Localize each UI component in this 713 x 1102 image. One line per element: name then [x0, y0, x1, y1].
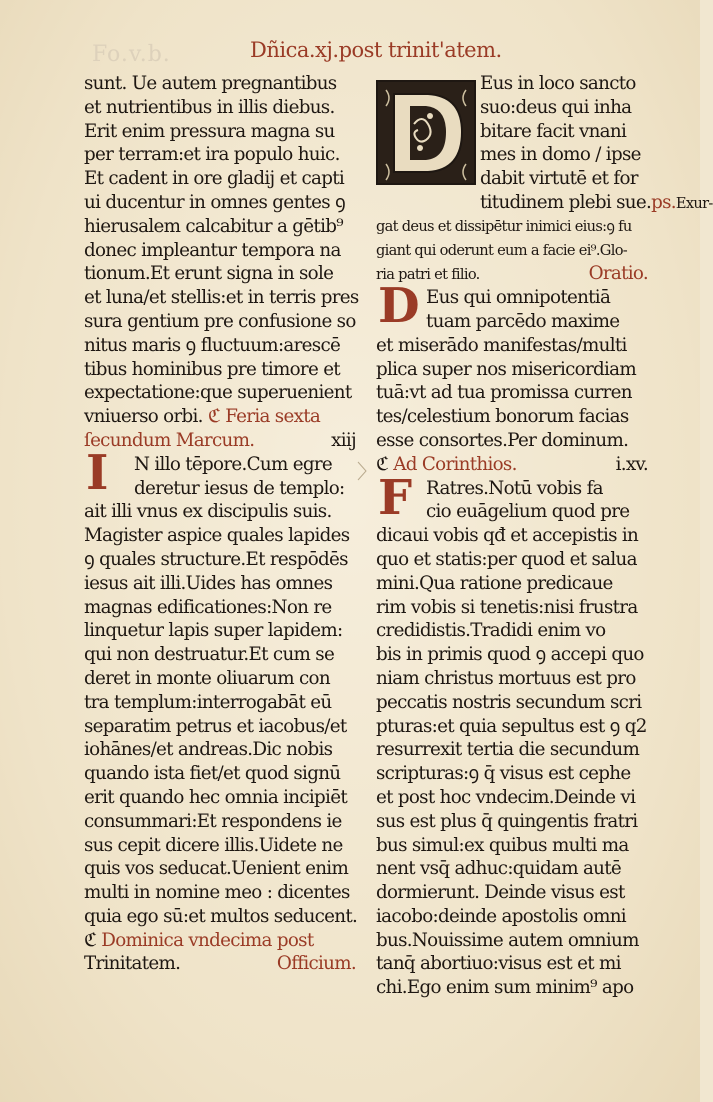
secundum-label: ſecundum Marcum.: [84, 429, 255, 451]
epistle-line: quo et statis:per quod et salua: [376, 548, 637, 570]
gospel-line: multi in nomine meo : dicentes: [84, 882, 350, 904]
gospel-line: tra templum:interrogabāt eū: [84, 691, 332, 713]
prayer-line: plica super nos misericordiam: [376, 358, 636, 380]
epistle-line: bis in primis quod ꝯ accepi quo: [376, 644, 644, 666]
psalm-line-2: giant qui oderunt eum a facie ei⁹.Glo-: [376, 241, 628, 259]
text-line: nitus maris ꝯ fluctuum:arescē: [84, 334, 341, 356]
gospel-line: quando ista fiet/et quod signū: [84, 763, 341, 785]
prayer-line: tuā:vt ad tua promissa curren: [376, 382, 632, 404]
dominica-line: [84, 929, 356, 953]
epistle-line: resurrexit tertia die secundum: [376, 739, 640, 761]
text-line: hierusalem calcabitur a gētib⁹: [84, 215, 343, 237]
running-header: Dñica.xj.post trinit'atem.: [250, 38, 502, 62]
epistle-line: [376, 453, 648, 477]
prayer-line: tes/celestium bonorum facias: [376, 406, 629, 428]
secundum-line: [84, 429, 356, 453]
gospel-line: ait illi vnus ex discipulis suis.: [84, 501, 332, 523]
epistle-line: rim vobis si tenetis:nisi frustra: [376, 596, 638, 618]
epistle-line: bus.Nouissime autem omnium: [376, 929, 639, 951]
epistle-line: cio euāgelium quod pre: [426, 501, 630, 523]
gospel-line: iohānes/et andreas.Dic nobis: [84, 739, 333, 761]
gospel-line: separatim petrus et iacobus/et: [84, 715, 347, 737]
gospel-line: quis vos seducat.Uenient enim: [84, 858, 349, 880]
epistle-line: pturas:et quia sepultus est ꝯ q2: [376, 715, 647, 737]
epistle-line: tanq̄ abortiuo:visus est et mi: [376, 953, 621, 975]
gospel-line: iesus ait illi.Uides has omnes: [84, 572, 333, 594]
gospel-line: qui non destruatur.Et cum se: [84, 644, 335, 666]
trinitatem-line: [84, 952, 356, 976]
text-line: expectatione:que superuenient: [84, 382, 352, 404]
ps-line-rest: Exur-: [675, 194, 713, 212]
gospel-line: ꝯ quales structure.Et respōdēs: [84, 548, 348, 570]
gospel-line: consummari:Et respondens ie: [84, 810, 342, 832]
prayer-line: tuam parcēdo maxime: [426, 310, 620, 332]
fratres-initial: F: [378, 470, 413, 526]
text-line: donec impleantur tempora na: [84, 239, 341, 261]
epistle-line: dormierunt. Deinde visus est: [376, 882, 625, 904]
epistle-ref: i.xv.: [615, 453, 648, 475]
intro-line: dabit virtutē et for: [480, 168, 638, 190]
epistle-line: scripturas:ꝯ q̄ visus est cephe: [376, 763, 631, 785]
epistle-line: bus simul:ex quibus multi ma: [376, 834, 629, 856]
prayer-line: esse consortes.Per dominum.: [376, 429, 629, 451]
gospel-line: linquetur lapis super lapidem:: [84, 620, 343, 642]
gospel-line: Magister aspice quales lapides: [84, 525, 350, 547]
margin-mark-icon: [356, 460, 368, 482]
text-line: per terram:et ira populo huic.: [84, 144, 340, 166]
intro-line: bitare facit vnani: [480, 120, 627, 142]
ps-line: [376, 191, 713, 215]
gospel-line: magnas edificationes:Non re: [84, 596, 332, 618]
left-column: [84, 72, 359, 976]
epistle-line: credidistis.Tradidi enim vo: [376, 620, 606, 642]
prayer-line: et miserādo manifestas/multi: [376, 334, 627, 356]
gospel-line: deret in monte oliuarum con: [84, 667, 330, 689]
gospel-line: quia ego sū:et multos seducent.: [84, 905, 358, 927]
dominica-label: Dominica vndecima post: [101, 929, 314, 951]
gospel-line: deretur iesus de templo:: [134, 477, 345, 499]
text-line: ui ducentur in omnes gentes ꝯ: [84, 191, 346, 213]
epistle-line: et post hoc vndecim.Deinde vi: [376, 786, 636, 808]
text-line: Et cadent in ore gladij et capti: [84, 168, 344, 190]
prayer-line: Eus qui omnipotentiā: [426, 287, 611, 309]
feria-text-end: vniuerso orbi.: [84, 406, 203, 428]
epistle-line: mini.Qua ratione predicaue: [376, 572, 613, 594]
bleed-through-text: Fo.v.b.: [92, 42, 171, 67]
text-line: et nutrientibus in illis diebus.: [84, 96, 335, 118]
epistle-line: nent vsq̄ adhuc:quidam autē: [376, 858, 622, 880]
gospel-initial: I: [86, 445, 109, 501]
officium-label: Officium.: [276, 953, 356, 975]
chapter-ref: xiij: [331, 429, 356, 451]
text-line: Erit enim pressura magna su: [84, 120, 335, 142]
ps-text: titudinem plebi sue.: [480, 191, 652, 213]
ps-label: ps.: [651, 191, 676, 213]
epistle-label: Ad Corinthios.: [393, 453, 517, 475]
text-line: sunt. Ue autem pregnantibus: [84, 73, 337, 94]
paragraph-mark: ℭ: [84, 929, 102, 951]
feria-line: [84, 405, 356, 429]
epistle-line: dicaui vobis qđ et accepistis in: [376, 525, 639, 547]
right-column: [376, 72, 713, 1000]
epistle-line: iacobo:deinde apostolis omni: [376, 905, 626, 927]
gloria-text: ria patri et filio.: [376, 266, 480, 284]
text-line: sura gentium pre confusione so: [84, 310, 356, 332]
epistle-line: Ratres.Notū vobis fa: [426, 477, 603, 499]
epistle-line: chi.Ego enim sum minim⁹ apo: [376, 977, 634, 999]
paragraph-mark: ℭ: [376, 453, 394, 475]
psalm-line-1: gat deus et dissipētur inimici eius:ꝯ fu: [376, 217, 632, 235]
epistle-line: peccatis nostris secundum scri: [376, 691, 642, 713]
prayer-initial: D: [378, 278, 420, 334]
trinitatem-text: Trinitatem.: [84, 953, 181, 975]
text-line: et luna/et stellis:et in terris pres: [84, 287, 359, 309]
text-line: tibus hominibus pre timore et: [84, 358, 340, 380]
gospel-line: erit quando hec omnia incipiēt: [84, 786, 347, 808]
gospel-line: N illo tēpore.Cum egre: [134, 453, 332, 475]
intro-line: Eus in loco sancto: [480, 73, 636, 94]
gospel-line: sus cepit dicere illis.Uidete ne: [84, 834, 343, 856]
epistle-line: niam christus mortuus est pro: [376, 667, 636, 689]
text-line: tionum.Et erunt signa in sole: [84, 263, 334, 285]
epistle-line: sus est plus q̄ quingentis fratri: [376, 810, 638, 832]
intro-line: suo:deus qui inha: [480, 96, 632, 118]
feria-label: ℭ Feria sexta: [207, 406, 321, 428]
oratio-label: Oratio.: [588, 263, 648, 285]
intro-line: mes in domo / ipse: [480, 144, 641, 166]
